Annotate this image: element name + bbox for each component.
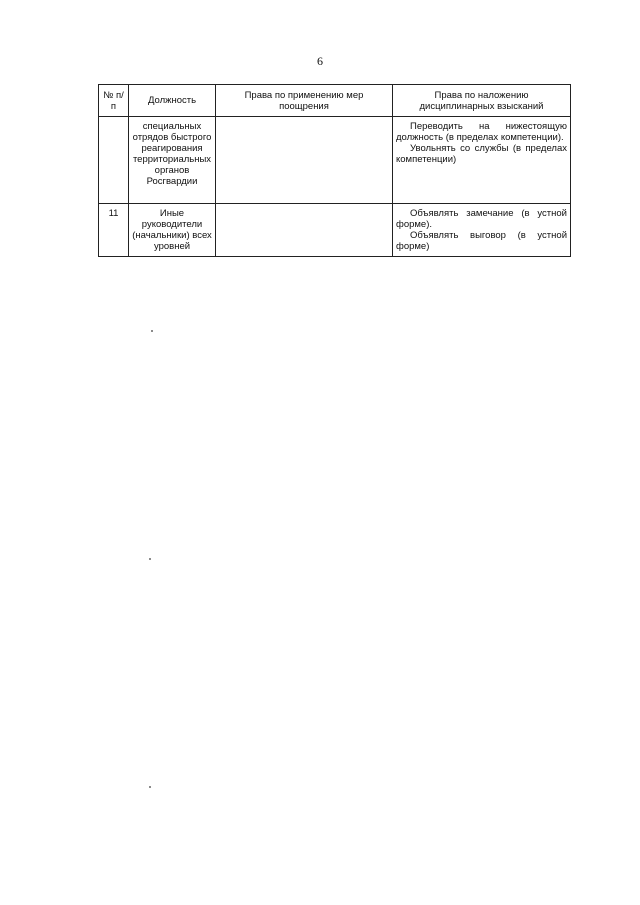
disciplinary-item: Объявлять выговор (в устной форме) <box>396 230 567 252</box>
table-row <box>99 117 571 204</box>
scan-speck <box>151 330 153 332</box>
header-number: № п/п <box>99 85 129 117</box>
page-number: 6 <box>317 54 323 68</box>
header-encouragement: Права по применению мер поощрения <box>216 85 393 117</box>
row-position: специальных отрядов быстрого реагирования территориальных органов Росгвардии <box>129 117 216 204</box>
table-row <box>99 204 571 257</box>
disciplinary-item: Объявлять замечание (в устной форме). <box>396 208 567 230</box>
header-position: Должность <box>129 85 216 117</box>
disciplinary-item: Увольнять со службы (в пределах компетенции) <box>396 143 567 165</box>
row-number: 11 <box>99 204 129 257</box>
scan-speck <box>149 558 151 560</box>
row-encouragement <box>216 204 393 257</box>
table-header-row <box>99 85 571 117</box>
row-position: Иные руководители (начальники) всех уровней <box>129 204 216 257</box>
row-encouragement <box>216 117 393 204</box>
disciplinary-item: Переводить на нижестоящую должность (в пределах компетенции). <box>396 121 567 143</box>
row-disciplinary <box>393 204 571 257</box>
row-disciplinary <box>393 117 571 204</box>
header-disciplinary: Права по наложению дисциплинарных взысканий <box>393 85 571 117</box>
rights-table <box>98 84 571 257</box>
scan-speck <box>149 786 151 788</box>
row-number <box>99 117 129 204</box>
